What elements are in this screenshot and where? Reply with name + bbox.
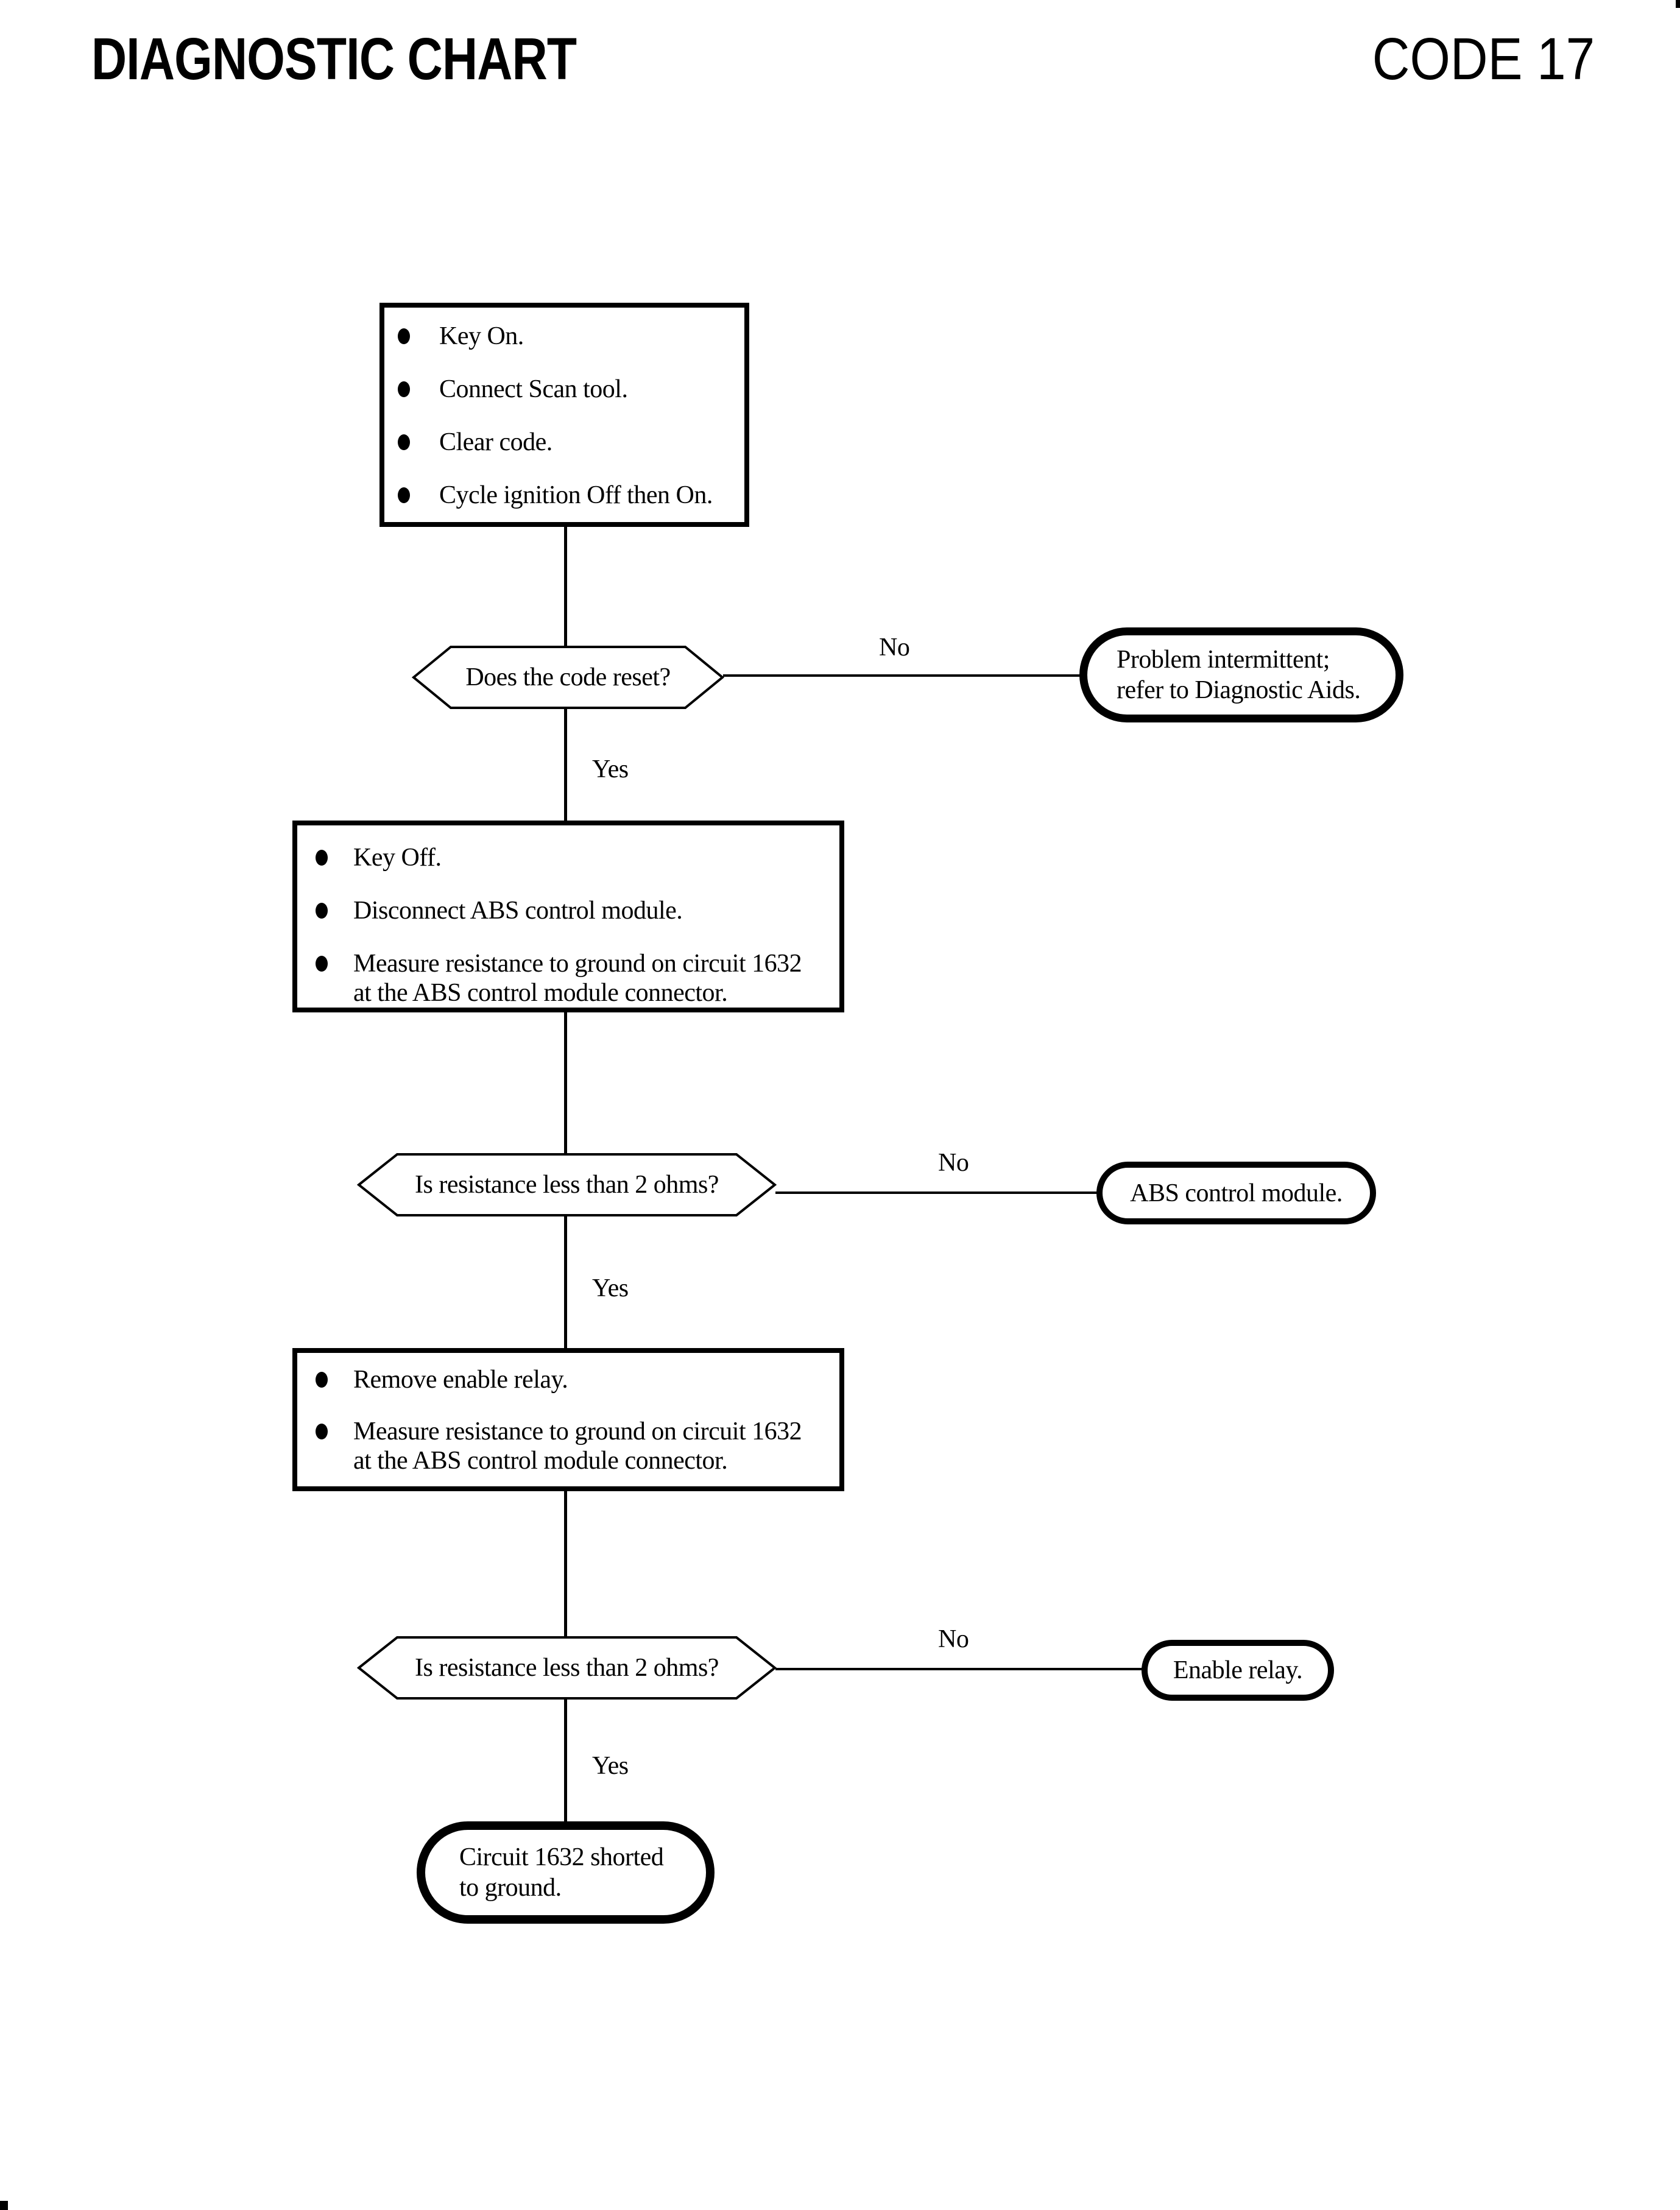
connector-line [775, 1191, 1098, 1194]
decision-resistance-2 [357, 1636, 777, 1700]
connector-line [564, 1216, 567, 1349]
result-text-line: Enable relay. [1173, 1656, 1303, 1684]
step-text: Clear code. [439, 428, 552, 456]
bullet-icon [316, 1424, 328, 1439]
step-text: Disconnect ABS control module. [353, 897, 683, 925]
result-text-line: Circuit 1632 shorted [459, 1843, 664, 1871]
result-text-line: ABS control module. [1130, 1179, 1343, 1207]
bullet-icon [316, 903, 328, 919]
bullet-icon [316, 850, 328, 866]
decision-question: Does the code reset? [465, 663, 671, 691]
list-item [316, 843, 833, 872]
list-item [398, 428, 738, 457]
connector-line [564, 527, 567, 647]
edge-label-no: No [879, 634, 910, 662]
connector-line [564, 1490, 567, 1637]
list-item [398, 322, 738, 351]
bullet-icon [398, 381, 410, 397]
list-item [316, 1365, 833, 1394]
connector-line [564, 708, 567, 822]
result-text-line: to ground. [459, 1874, 562, 1902]
bullet-icon [316, 1372, 328, 1388]
edge-label-no: No [938, 1625, 969, 1653]
connector-line [564, 1699, 567, 1823]
code-label: CODE 17 [1372, 26, 1595, 92]
connector-line [564, 1011, 567, 1154]
decision-question: Is resistance less than 2 ohms? [415, 1654, 719, 1682]
decision-resistance-1 [357, 1153, 777, 1217]
action-steps-box-1 [292, 821, 844, 1012]
decision-question: Is resistance less than 2 ohms? [415, 1171, 719, 1199]
page-title: DIAGNOSTIC CHART [91, 26, 577, 92]
connector-line [775, 1668, 1143, 1670]
step-text: Cycle ignition Off then On. [439, 481, 713, 509]
step-text: Key Off. [353, 844, 442, 872]
step-text: at the ABS control module connector. [353, 979, 728, 1007]
action-steps-box-2 [292, 1348, 844, 1491]
step-text: Key On. [439, 322, 524, 350]
result-circuit-shorted [417, 1821, 715, 1924]
step-text: Measure resistance to ground on circuit 1632 [353, 950, 802, 978]
step-text: at the ABS control module connector. [353, 1447, 728, 1475]
result-text-line: Problem intermittent; [1117, 646, 1330, 674]
edge-label-yes: Yes [592, 1274, 629, 1302]
edge-label-yes: Yes [592, 1752, 629, 1780]
edge-label-yes: Yes [592, 755, 629, 783]
result-problem-intermittent [1079, 627, 1403, 722]
bullet-icon [398, 487, 410, 503]
connector-line [723, 674, 1081, 677]
start-steps-box [379, 303, 749, 527]
step-text: Measure resistance to ground on circuit 1632 [353, 1417, 802, 1446]
result-text-line: refer to Diagnostic Aids. [1117, 676, 1361, 704]
step-text: Remove enable relay. [353, 1366, 568, 1394]
list-item [316, 1417, 833, 1475]
decision-does-code-reset [412, 645, 724, 710]
scan-artifact [1676, 0, 1680, 8]
bullet-icon [316, 956, 328, 972]
bullet-icon [398, 434, 410, 450]
edge-label-no: No [938, 1149, 969, 1177]
list-item [398, 481, 738, 510]
step-text: Connect Scan tool. [439, 375, 628, 403]
scan-artifact [0, 2201, 8, 2210]
result-enable-relay [1142, 1640, 1334, 1701]
list-item [398, 375, 738, 404]
bullet-icon [398, 328, 410, 344]
list-item [316, 949, 833, 1008]
result-abs-control-module [1096, 1162, 1376, 1224]
list-item [316, 896, 833, 925]
